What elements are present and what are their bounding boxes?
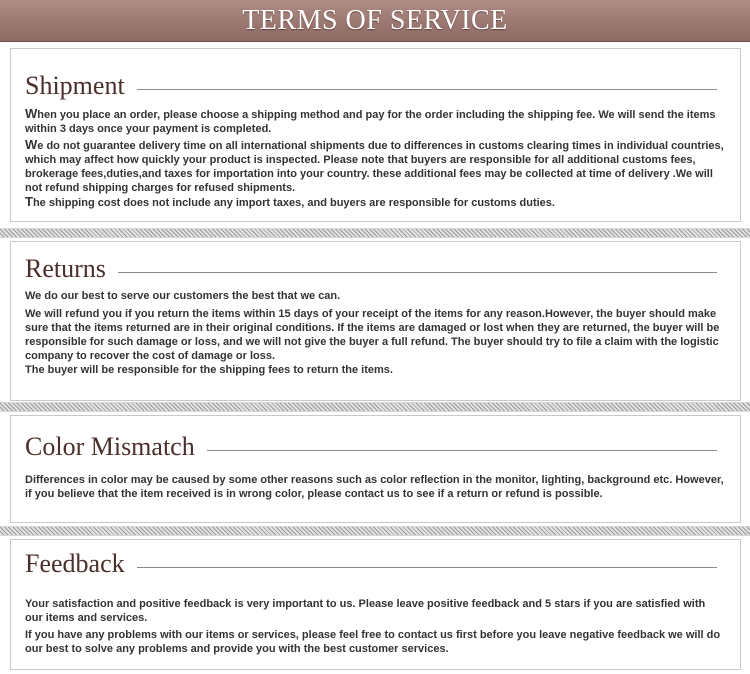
page-title: TERMS OF SERVICE xyxy=(242,5,508,36)
shipment-heading xyxy=(25,71,717,101)
returns-title: Returns xyxy=(25,254,106,283)
section-divider xyxy=(0,402,750,412)
returns-paragraph-2: We will refund you if you return the items within 15 days of your receipt of the items for any reason.However, the buyer should make sure that the items returned are in their original conditions. If the items are damaged or lost when they are returned, the buyer will be responsible for such damage or loss, and we will not give the buyer a full refund. The buyer should try to file a claim with the logistic company to recover the cost of damage or loss. xyxy=(25,308,720,362)
heading-rule xyxy=(137,89,717,90)
shipment-paragraph-1: When you place an order, please choose a shipping method and pay for the order including the shipping fee. We will send the items within 3 days once your payment is completed. xyxy=(25,106,716,135)
heading-rule xyxy=(207,450,717,451)
section-divider xyxy=(0,228,750,238)
color-mismatch-panel xyxy=(10,415,741,523)
shipment-paragraph-2: We do not guarantee delivery time on all international shipments due to differences in customs clearing times in individual countries, which may affect how quickly your product is inspected. Please note that buyers are responsible for all additional customs fees, brokerage fees,duties,and taxes for importation into your country. these additional fees may be collected at time of delivery .We will not refund shipping charges for refused shipments. xyxy=(25,137,724,194)
color-mismatch-title: Color Mismatch xyxy=(25,432,195,461)
feedback-title: Feedback xyxy=(25,549,125,578)
color-mismatch-paragraph: Differences in color may be caused by some other reasons such as color reflection in the monitor, lighting, background etc. However, if you believe that the item received is in wrong color, please contact us to see if a return or refund is possible. xyxy=(25,474,724,500)
color-mismatch-heading xyxy=(25,432,717,462)
section-divider xyxy=(0,526,750,536)
returns-heading xyxy=(25,254,717,284)
shipment-panel xyxy=(10,48,741,222)
heading-rule xyxy=(137,567,717,568)
feedback-paragraph-2: If you have any problems with our items or services, please feel free to contact us first before you leave negative feedback we will do our best to solve any problems and provide you with the best customer services. xyxy=(25,629,721,655)
heading-rule xyxy=(118,272,717,273)
feedback-panel xyxy=(10,539,741,670)
shipment-paragraph-3: The shipping cost does not include any import taxes, and buyers are responsible for customs duties. xyxy=(25,194,555,209)
feedback-paragraph-1: Your satisfaction and positive feedback is very important to us. Please leave positive feedback and 5 stars if you are satisfied with our items and services. xyxy=(25,598,706,624)
returns-paragraph-3: The buyer will be responsible for the shipping fees to return the items. xyxy=(25,364,393,376)
returns-paragraph-1: We do our best to serve our customers the best that we can. xyxy=(25,290,341,302)
feedback-heading xyxy=(25,549,717,579)
returns-panel xyxy=(10,241,741,401)
shipment-title: Shipment xyxy=(25,71,125,100)
